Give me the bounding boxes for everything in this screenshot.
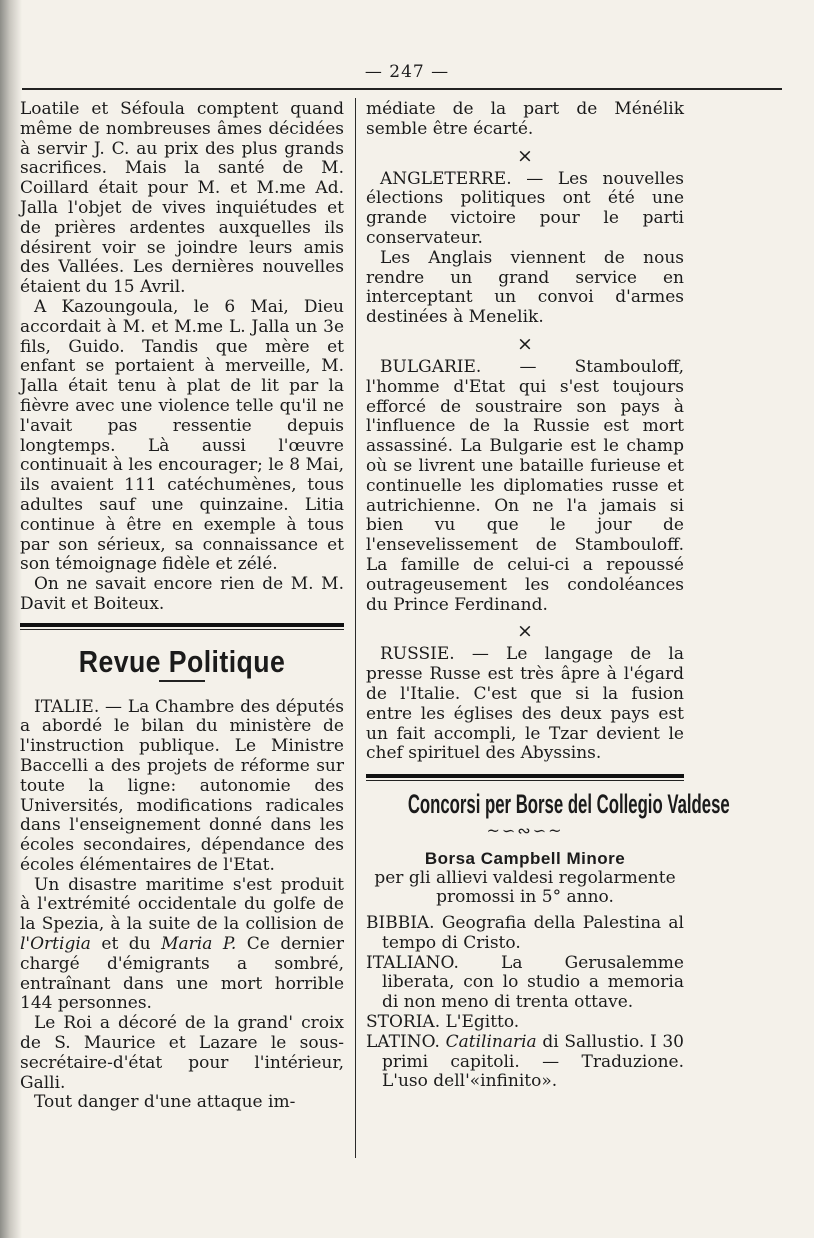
section-title: Revue Politique	[78, 643, 286, 679]
column-divider	[355, 98, 356, 1158]
section-rule-right-thin	[366, 780, 684, 781]
header-rule	[22, 88, 782, 90]
subject-bibbia: BIBBIA. Geografia della Palestina al tempo di Cristo.	[366, 913, 684, 953]
scan-edge	[0, 0, 22, 1238]
menelik-paragraph: médiate de la part de Ménélik semble être écarté.	[366, 99, 684, 139]
separator-cross-1: ×	[517, 144, 533, 167]
mission-paragraph-3: On ne savait encore rien de M. M. Davit et Boiteux.	[20, 574, 344, 614]
section-rule	[20, 623, 344, 627]
disaster-text-a: Un disastre maritime s'est produit à l'extrémité occidentale du golfe de la Spezia, à la suite de la collision de	[20, 874, 344, 935]
section-rule-right	[366, 774, 684, 778]
section-rule-thin	[20, 629, 344, 630]
left-column	[20, 100, 344, 1113]
roi-paragraph: Le Roi a décoré de la grand' croix de S. Maurice et Lazare le sous-secrétaire-d'état pour l'intérieur, Galli.	[20, 1013, 344, 1093]
ship-name-maria: Maria P.	[161, 934, 237, 955]
disaster-text-b: et du	[90, 934, 162, 955]
latino-work-title: Catilinaria	[445, 1031, 537, 1052]
disaster-paragraph	[20, 876, 344, 1015]
title-underline	[159, 680, 205, 682]
latino-text-b: di Sallustio. I 30 primi capitoli. — Traduzione. L'uso dell'«infinito».	[382, 1031, 684, 1092]
right-column	[366, 99, 730, 1092]
angleterre-paragraph: ANGLETERRE. — Les nouvelles élections politiques ont été une grande victoire pour le parti conservateur.	[366, 168, 684, 248]
mission-paragraph-2: A Kazoungoula, le 6 Mai, Dieu accordait à M. et M.me L. Jalla un 3e fils, Guido. Tandis que mère et enfant se portaient à merveille, M. Jalla était tenu à plat de lit par la fièvre avec une violence telle qu'il ne l'avait pas ressentie depuis longtemps. Là aussi l'œuvre continuait à les encourager; le 8 Mai, ils avaient 111 catéchumènes, tous adultes sauf une quinzaine. Litia continue à être en exemple à tous par son sérieux, sa connaissance et son témoignage fidèle et zélé.	[20, 296, 344, 575]
anglais-paragraph: Les Anglais viennent de nous rendre un grand service en interceptant un convoi d'armes destinées à Menelik.	[366, 247, 684, 328]
separator-cross-3: ×	[517, 620, 533, 643]
concorsi-title: Concorsi per Borse del Collegio Valdese	[407, 789, 730, 820]
subject-storia: STORIA. L'Egitto.	[366, 1012, 520, 1033]
borsa-subtitle: per gli allievi valdesi regolarmente promossi in 5° anno.	[374, 867, 676, 908]
mission-paragraph-1: Loatile et Séfoula comptent quand même de nombreuses âmes décidées à servir J. C. au prix des plus grands sacrifices. Mais la santé de M. Coillard était pour M. et M.me Ad. Jalla l'objet de vives inquiétudes et de prières ardentes auxquelles ils désirent voir se joindre leurs amis des Vallées. Les dernières nouvelles étaient du 15 Avril.	[20, 99, 344, 298]
disaster-text-c: Ce dernier chargé d'émigrants a sombré, entraînant dans une mort horrible 144 personnes.	[20, 934, 344, 1014]
borsa-title: Borsa Campbell Minore	[424, 848, 626, 868]
ornament-flourish: ~∽∾∽~	[486, 820, 564, 840]
latino-text-a: LATINO.	[366, 1031, 446, 1052]
danger-paragraph: Tout danger d'une attaque im-	[34, 1092, 296, 1113]
subject-italiano: ITALIANO. La Gerusalemme liberata, con lo studio a memoria di non meno di trenta ottave.	[366, 952, 684, 1013]
bulgarie-paragraph: BULGARIE. — Stambouloff, l'homme d'Etat qui s'est toujours efforcé de soustraire son pays à l'influence de la Russie est mort assassiné. La Bulgarie est le champ où se livrent une bataille furieuse et continuelle les diplomaties russe et autrichienne. On ne l'a jamais si bien vu que le jour de l'ensevelissement de Stambouloff. La famille de celui-ci a repoussé outrageusement les condoléances du Prince Ferdinand.	[366, 356, 684, 615]
page-number: — 247 —	[364, 62, 450, 82]
subject-latino	[366, 1033, 684, 1092]
russie-paragraph: RUSSIE. — Le langage de la presse Russe est très âpre à l'égard de l'Italie. C'est que si la fusion entre les églises des deux pays est un fait accompli, le Tzar devient le chef spirituel des Abyssins.	[366, 644, 684, 764]
italie-paragraph: ITALIE. — La Chambre des députés a abordé le bilan du ministère de l'instruction publique. Le Ministre Baccelli a des projets de réforme sur toute la ligne: autonomie des Universités, modifications radicales dans l'enseignement donné dans les écoles secondaires, dépendance des écoles élémentaires de l'Etat.	[20, 696, 344, 875]
separator-cross-2: ×	[517, 332, 533, 355]
ship-name-ortigia: l'Ortigia	[20, 934, 91, 955]
